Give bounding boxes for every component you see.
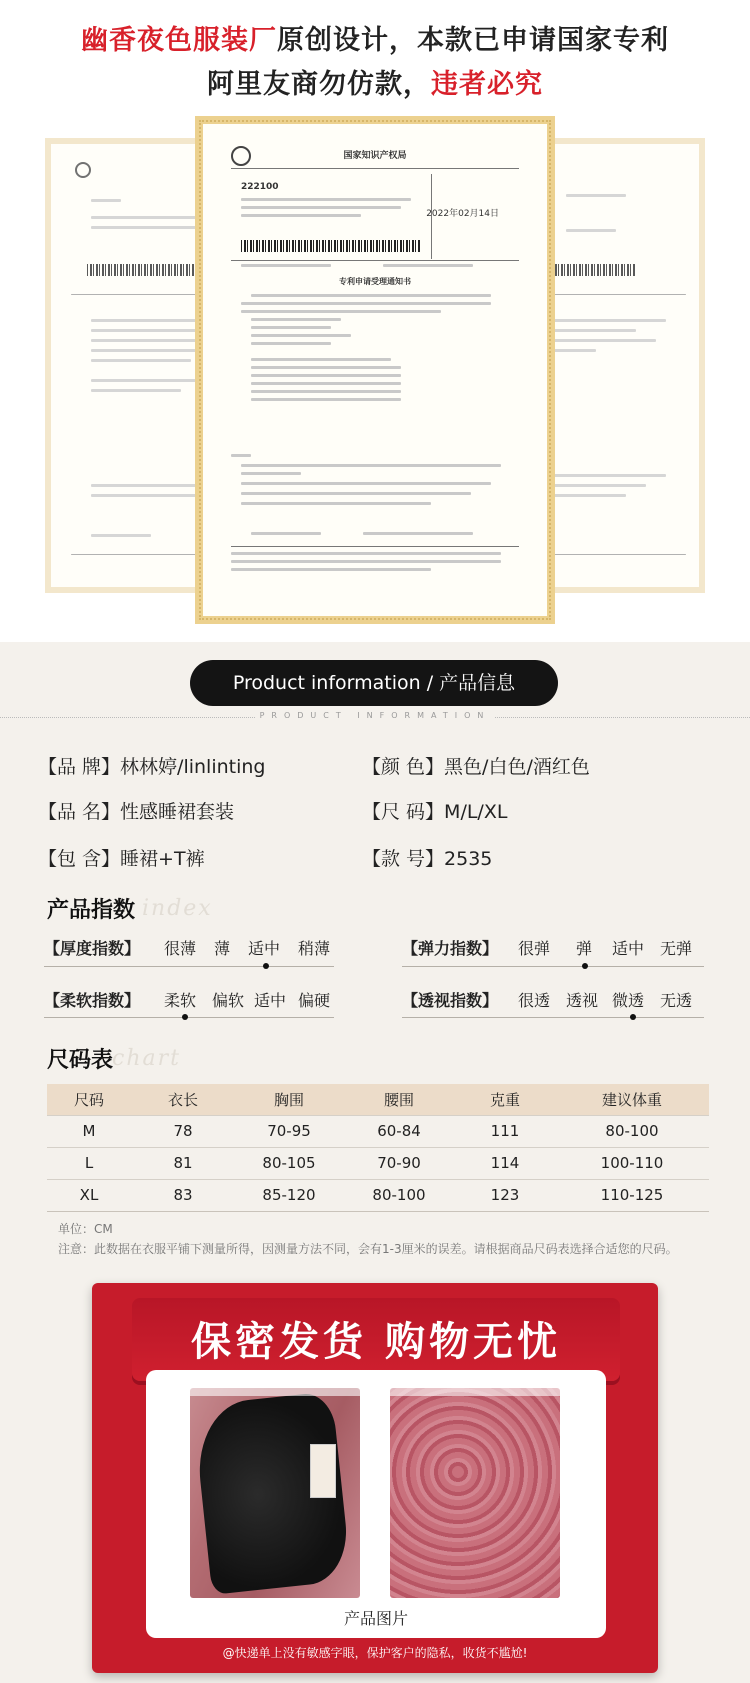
- table-row: [47, 1179, 709, 1211]
- index-transparency-marker: [630, 1014, 636, 1020]
- table-row: [47, 1147, 709, 1179]
- packaged-product-red: [390, 1388, 560, 1598]
- size-header-size: 尺码: [47, 1084, 131, 1115]
- header-line-1: [0, 18, 750, 57]
- index-elasticity-marker: [582, 963, 588, 969]
- size-cell: M: [47, 1115, 131, 1147]
- size-cell: 100-110: [555, 1147, 709, 1179]
- size-cell: 70-90: [343, 1147, 455, 1179]
- index-transparency-opt-2: 微透: [612, 991, 645, 1010]
- header-line-2: [0, 62, 750, 101]
- size-section-title: 尺码表: [47, 1047, 114, 1073]
- attr-style-no-label: 【款 号】: [362, 848, 445, 870]
- attr-color: [362, 752, 590, 779]
- index-softness-marker: [182, 1014, 188, 1020]
- size-header-body-weight: 建议体重: [555, 1084, 709, 1115]
- size-unit: 单位：CM: [58, 1222, 113, 1236]
- index-softness-opt-3: 偏硬: [298, 991, 331, 1010]
- index-transparency-label: 【透视指数】: [402, 991, 499, 1010]
- certificate-office: 国家知识产权局: [343, 151, 407, 161]
- size-header-bust: 胸围: [235, 1084, 343, 1115]
- index-transparency-opt-3: 无透: [660, 991, 693, 1010]
- index-thickness-track: [44, 966, 334, 967]
- index-thickness-opt-2: 适中: [248, 939, 281, 958]
- index-elasticity-opt-3: 无弹: [660, 939, 693, 958]
- index-elasticity-opt-1: 弹: [576, 939, 593, 958]
- divider-right: [495, 717, 750, 718]
- product-tag: [310, 1444, 336, 1498]
- shipping-footer: @快递单上没有敏感字眼，保护客户的隐私，收货不尴尬!: [222, 1646, 528, 1660]
- patent-certificates: [0, 110, 750, 642]
- attr-style-no: [362, 844, 492, 871]
- size-cell: XL: [47, 1179, 131, 1211]
- index-transparency-track: [402, 1017, 704, 1018]
- size-header-length: 衣长: [131, 1084, 235, 1115]
- size-cell: 123: [455, 1179, 555, 1211]
- attr-size: [362, 797, 507, 824]
- index-thickness-opt-3: 稍薄: [298, 939, 331, 958]
- attr-name-label: 【品 名】: [38, 801, 121, 823]
- header-line-2-text: 阿里友商勿仿款，: [207, 69, 431, 100]
- warning-text: 违者必究: [431, 69, 543, 100]
- index-thickness-opt-0: 很薄: [164, 939, 197, 958]
- size-cell: 70-95: [235, 1115, 343, 1147]
- product-photo-caption: 产品图片: [343, 1609, 408, 1628]
- size-cell: 78: [131, 1115, 235, 1147]
- size-cell: 114: [455, 1147, 555, 1179]
- header-line-1-text: 原创设计，本款已申请国家专利: [277, 25, 669, 56]
- index-transparency-opt-0: 很透: [518, 991, 551, 1010]
- attr-name-value: 性感睡裙套装: [120, 801, 235, 823]
- attr-color-value: 黑色/白色/酒红色: [444, 756, 590, 778]
- index-section-ghost: index: [142, 896, 213, 921]
- attr-includes-value: 睡裙+T裤: [120, 848, 205, 870]
- size-cell: 60-84: [343, 1115, 455, 1147]
- attr-includes: [38, 844, 205, 871]
- size-cell: 83: [131, 1179, 235, 1211]
- size-cell: 80-100: [555, 1115, 709, 1147]
- index-elasticity-track: [402, 966, 704, 967]
- attr-name: [38, 797, 234, 824]
- index-section-title: 产品指数: [47, 897, 136, 923]
- size-cell: L: [47, 1147, 131, 1179]
- index-thickness-marker: [263, 963, 269, 969]
- divider-left: [0, 717, 255, 718]
- size-note: 注意：此数据在衣服平铺下测量所得，因测量方法不同，会有1-3厘米的误差。请根据商品尺码表选择合适您的尺码。: [58, 1242, 678, 1256]
- attr-brand: [38, 752, 265, 779]
- header: [0, 0, 750, 110]
- patent-office-logo-icon: [75, 162, 91, 178]
- attr-size-value: M/L/XL: [444, 801, 508, 823]
- size-notes: [58, 1219, 688, 1259]
- attr-brand-label: 【品 牌】: [38, 756, 121, 778]
- certificate-date: 2022年02月14日: [426, 209, 499, 219]
- size-cell: 110-125: [555, 1179, 709, 1211]
- index-elasticity-opt-0: 很弹: [518, 939, 551, 958]
- size-header-waist: 腰围: [343, 1084, 455, 1115]
- product-info-banner: Product information / 产品信息: [190, 660, 558, 706]
- shipping-title: 保密发货 购物无忧: [191, 1319, 561, 1365]
- attr-color-label: 【颜 色】: [362, 756, 445, 778]
- size-table-header: [47, 1084, 709, 1115]
- index-elasticity-opt-2: 适中: [612, 939, 645, 958]
- index-transparency-opt-1: 透视: [566, 991, 599, 1010]
- index-elasticity-label: 【弹力指数】: [402, 939, 499, 958]
- size-cell: 80-105: [235, 1147, 343, 1179]
- certificate-notice-title: 专利申请受理通知书: [339, 277, 411, 286]
- product-info-subtitle: PRODUCT INFORMATION: [259, 711, 491, 720]
- index-softness-track: [44, 1017, 334, 1018]
- index-thickness-label: 【厚度指数】: [44, 939, 141, 958]
- index-softness-opt-0: 柔软: [164, 991, 197, 1010]
- index-thickness-opt-1: 薄: [214, 939, 231, 958]
- size-table: [47, 1084, 709, 1212]
- attr-style-no-value: 2535: [444, 848, 493, 870]
- index-softness-opt-2: 适中: [254, 991, 287, 1010]
- attr-brand-value: 林林婷/linlinting: [120, 756, 266, 778]
- index-softness-opt-1: 偏软: [212, 991, 245, 1010]
- table-row: [47, 1115, 709, 1147]
- attr-size-label: 【尺 码】: [362, 801, 445, 823]
- factory-name: 幽香夜色服装厂: [81, 25, 277, 56]
- size-cell: 85-120: [235, 1179, 343, 1211]
- size-cell: 80-100: [343, 1179, 455, 1211]
- size-cell: 111: [455, 1115, 555, 1147]
- attr-includes-label: 【包 含】: [38, 848, 121, 870]
- size-cell: 81: [131, 1147, 235, 1179]
- size-header-weight: 克重: [455, 1084, 555, 1115]
- certificate-postcode: 222100: [241, 182, 279, 192]
- index-softness-label: 【柔软指数】: [44, 991, 141, 1010]
- packaged-product-black: [190, 1388, 360, 1598]
- size-section-ghost: chart: [112, 1046, 181, 1071]
- certificate-main: [195, 116, 555, 624]
